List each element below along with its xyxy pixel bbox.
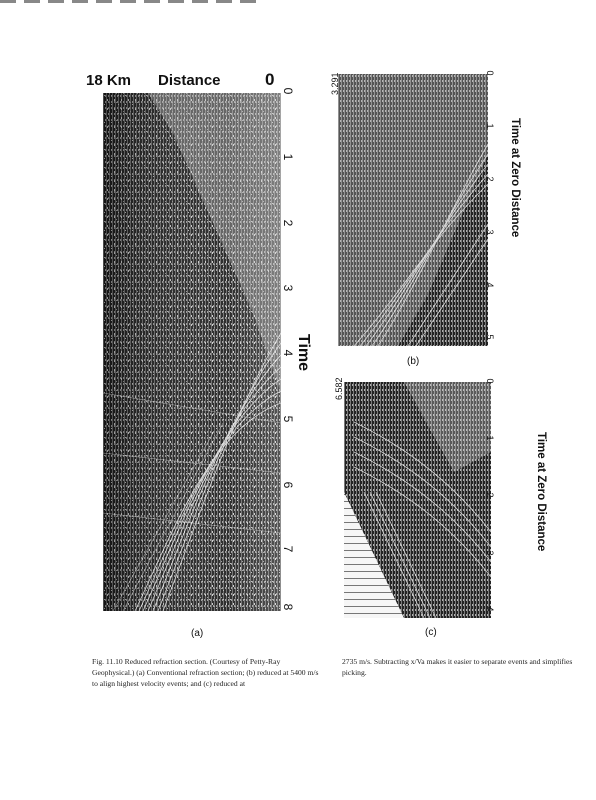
seismic-section-b <box>338 74 488 346</box>
tick-label: 5 <box>281 415 295 423</box>
offset-value-c: 6.582 <box>334 377 344 400</box>
tick-label: 2 <box>485 492 495 498</box>
seismic-section-a <box>103 93 281 611</box>
tick-label: 7 <box>281 545 295 553</box>
tick-label: 4 <box>485 606 495 612</box>
tick-label: 0 <box>485 70 495 76</box>
panel-c-label: (c) <box>425 627 437 638</box>
time-axis-title-a: Time <box>295 334 312 372</box>
time-axis-title-c: Time at Zero Distance <box>535 432 547 552</box>
time-axis-title-b: Time at Zero Distance <box>509 118 521 238</box>
tick-label: 4 <box>281 349 295 357</box>
tick-label: 4 <box>485 282 495 288</box>
tick-label: 0 <box>281 87 295 95</box>
tick-label: 3 <box>485 229 495 235</box>
figure-caption-right: 2735 m/s. Subtracting x/Va makes it easier to separate events and simplifies picking. <box>342 657 573 677</box>
tick-label: 1 <box>281 153 295 161</box>
tick-label: 8 <box>281 603 295 611</box>
tick-label: 1 <box>485 435 495 441</box>
seismic-section-c <box>344 382 491 618</box>
tick-label: 5 <box>485 334 495 340</box>
panel-b-label: (b) <box>407 356 420 367</box>
panel-a-label: (a) <box>191 628 204 639</box>
tick-label: 3 <box>281 284 295 292</box>
tick-label: 6 <box>281 481 295 489</box>
offset-value-b: 3.291 <box>330 72 340 95</box>
tick-label: 2 <box>485 176 495 182</box>
distance-axis-label: Distance <box>158 72 221 89</box>
figure-caption-left: Fig. 11.10 Reduced refraction section. (Courtesy of Petty-Ray Geophysical.) (a) Conventional refraction section; (b) reduced at 5400 m/s to align highest velocity events; and (c) reduced at <box>92 657 319 688</box>
scan-edge-marks <box>0 0 260 3</box>
right-distance-label: 0 <box>265 70 275 89</box>
tick-label: 2 <box>281 219 295 227</box>
tick-label: 3 <box>485 550 495 556</box>
tick-label: 1 <box>485 123 495 129</box>
tick-label: 0 <box>485 378 495 384</box>
left-distance-label: 18 Km <box>86 72 132 89</box>
